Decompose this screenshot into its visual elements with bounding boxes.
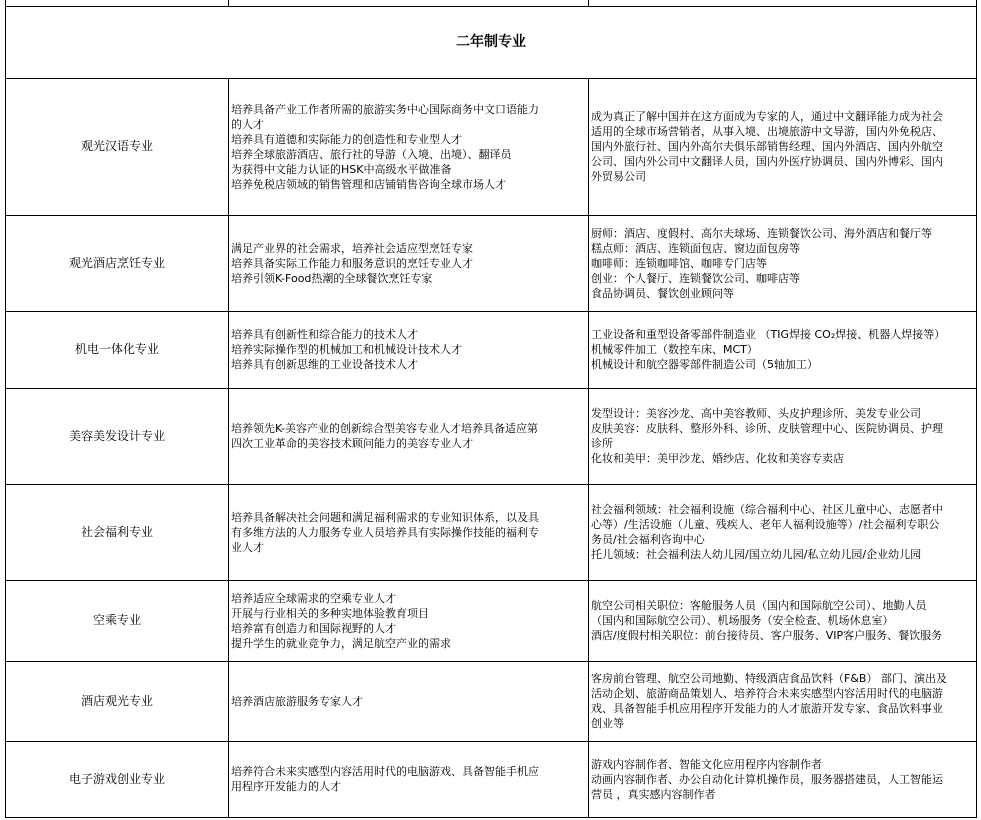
training-goal: 培养具有创新性和综合能力的技术人才 培养实际操作型的机械加工和机械设计技术人才 培养具有创新思维的工业设备技术人才 bbox=[229, 311, 589, 388]
major-name: 酒店观光专业 bbox=[6, 661, 229, 741]
table-row bbox=[6, 78, 977, 215]
career-path: 工业设备和重型设备零部件制造业 （TIG焊接 CO₂焊接、机器人焊接等） 机械零件加工（数控车床、MCT） 机械设计和航空器零部件制造公司（5轴加工） bbox=[589, 311, 977, 388]
major-name: 观光酒店烹饪专业 bbox=[6, 215, 229, 311]
table-row bbox=[6, 484, 977, 580]
training-goal: 培养具备产业工作者所需的旅游实务中心国际商务中文口语能力 的人才 培养具有道德和实际能力的创造性和专业型人才 培养全球旅游酒店、旅行社的导游（入境、出境）、翻译员 为获得中文能力认证的HSK中高级水平做准备 培养免税店领域的销售管理和店铺销售咨询全球市场人才 bbox=[229, 78, 589, 215]
training-goal: 培养符合未来实感型内容活用时代的电脑游戏、具备智能手机应 用程序开发能力的人才 bbox=[229, 741, 589, 817]
table-row bbox=[6, 215, 977, 311]
section-title: 二年制专业 bbox=[6, 6, 977, 78]
career-path: 航空公司相关职位：客舱服务人员（国内和国际航空公司）、地勤人员 （国内和国际航空公司）、机场服务（安全检查、机场休息室） 酒店/度假村相关职位：前台接待员、客户服务、VIP客户服务、餐饮服务 bbox=[589, 580, 977, 661]
training-goal: 培养具备解决社会问题和满足福利需求的专业知识体系，以及具 有多维方法的人力服务专业人员培养具有实际操作技能的福利专 业人才 bbox=[229, 484, 589, 580]
section-header-row bbox=[6, 6, 977, 78]
career-path: 客房前台管理、航空公司地勤、特级酒店食品饮料（F&B） 部门、演出及 活动企划、旅游商品策划人、培养符合未来实感型内容活用时代的电脑游 戏、具备智能手机应用程序开发能力的人才旅游开发专家、食品饮料事业 创业等 bbox=[589, 661, 977, 741]
table-row bbox=[6, 580, 977, 661]
major-name: 机电一体化专业 bbox=[6, 311, 229, 388]
career-path: 社会福利领域：社会福利设施（综合福利中心、社区儿童中心、志愿者中 心等）/生活设施（儿童、残疾人、老年人福利设施等）/社会福利专职公 务员/社会福利咨询中心 托儿领域：社会福利法人幼儿园/国立幼儿园/私立幼儿园/企业幼儿园 bbox=[589, 484, 977, 580]
major-name: 社会福利专业 bbox=[6, 484, 229, 580]
career-path: 发型设计：美容沙龙、高中美容教师、头皮护理诊所、美发专业公司 皮肤美容：皮肤科、整形外科、诊所、皮肤管理中心、医院协调员、护理 诊所 化妆和美甲：美甲沙龙、婚纱店、化妆和美容专卖店 bbox=[589, 388, 977, 484]
table-row bbox=[6, 311, 977, 388]
training-goal: 培养领先K-美容产业的创新综合型美容专业人才培养具备适应第 四次工业革命的美容技术顾问能力的美容专业人才 bbox=[229, 388, 589, 484]
career-path: 成为真正了解中国并在这方面成为专家的人，通过中文翻译能力成为社会 适用的全球市场营销者，从事入境、出境旅游中文导游，国内外免税店、 国内外旅行社、国内外高尔夫俱乐部销售经理、国内外酒店、国内外航空 公司、国内外公司中文翻译人员，国内外医疗协调员、国内外博彩、国内 外贸易公司 bbox=[589, 78, 977, 215]
major-name: 美容美发设计专业 bbox=[6, 388, 229, 484]
majors-table bbox=[5, 0, 977, 818]
training-goal: 满足产业界的社会需求，培养社会适应型烹饪专家 培养具备实际工作能力和服务意识的烹饪专业人才 培养引领K-Food热潮的全球餐饮烹饪专家 bbox=[229, 215, 589, 311]
major-name: 电子游戏创业专业 bbox=[6, 741, 229, 817]
table-row bbox=[6, 661, 977, 741]
table-row bbox=[6, 741, 977, 817]
training-goal: 培养酒店旅游服务专家人才 bbox=[229, 661, 589, 741]
training-goal: 培养适应全球需求的空乘专业人才 开展与行业相关的多种实地体验教育项目 培养富有创造力和国际视野的人才 提升学生的就业竞争力，满足航空产业的需求 bbox=[229, 580, 589, 661]
career-path: 厨师：酒店、度假村、高尔夫球场、连锁餐饮公司、海外酒店和餐厅等 糕点师：酒店、连锁面包店、窗边面包房等 咖啡师：连锁咖啡馆、咖啡专门店等 创业：个人餐厅、连锁餐饮公司、咖啡店等 食品协调员、餐饮创业顾问等 bbox=[589, 215, 977, 311]
table-row bbox=[6, 388, 977, 484]
career-path: 游戏内容制作者、智能文化应用程序内容制作者 动画内容制作者、办公自动化计算机操作员，服务器搭建员，人工智能运 营员 ，真实感内容制作者 bbox=[589, 741, 977, 817]
major-name: 空乘专业 bbox=[6, 580, 229, 661]
major-name: 观光汉语专业 bbox=[6, 78, 229, 215]
